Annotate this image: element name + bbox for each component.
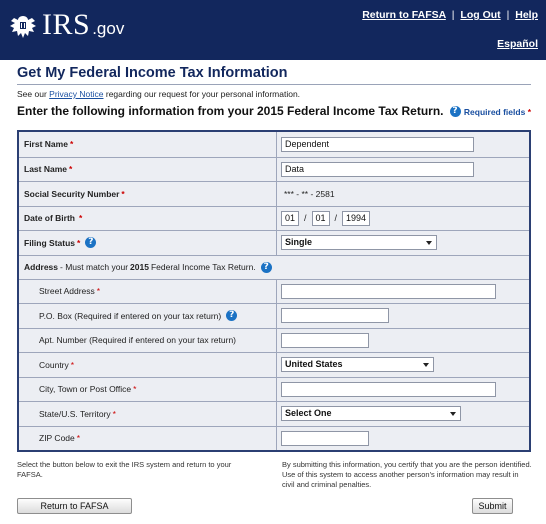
header xyxy=(0,0,546,60)
field-label: City, Town or Post Office * xyxy=(19,378,277,402)
form-row-first-name xyxy=(19,132,529,157)
submit-button[interactable]: Submit xyxy=(472,498,513,514)
field-label: First Name * xyxy=(19,132,277,157)
dob-year-input[interactable]: 1994 xyxy=(342,211,370,226)
apt-number-input[interactable] xyxy=(281,333,369,348)
zip-code-input[interactable] xyxy=(281,431,369,446)
form-instructions-text: Enter the following information from your 2015 Federal Income Tax Return. xyxy=(17,104,444,118)
logo-irs-text: IRS xyxy=(42,8,91,41)
form-instructions xyxy=(17,104,461,118)
po-box-input[interactable] xyxy=(281,308,389,323)
logo-gov-text: .gov xyxy=(92,19,125,38)
country-select[interactable]: United States xyxy=(281,357,434,372)
chevron-down-icon xyxy=(426,241,432,245)
form-row-last-name xyxy=(19,157,529,182)
link-separator: | xyxy=(506,9,510,21)
ssn-value: *** - ** - 2581 xyxy=(284,188,335,199)
form-row-state xyxy=(19,401,529,426)
field-label: Filing Status * ? xyxy=(19,231,277,255)
address-note-row: Address - Must match your 2015 Federal Income Tax Return. ? xyxy=(19,255,529,279)
irs-eagle-icon xyxy=(8,12,38,40)
return-to-fafsa-link[interactable]: Return to FAFSA xyxy=(362,9,446,21)
required-asterisk: * xyxy=(527,107,531,117)
field-label: Country * xyxy=(19,353,277,377)
street-address-input[interactable] xyxy=(281,284,496,299)
help-icon[interactable]: ? xyxy=(85,237,96,248)
chevron-down-icon xyxy=(450,412,456,416)
link-separator: | xyxy=(451,9,455,21)
city-input[interactable] xyxy=(281,382,496,397)
state-select[interactable]: Select One xyxy=(281,406,461,421)
page-title: Get My Federal Income Tax Information xyxy=(17,65,288,81)
chevron-down-icon xyxy=(423,363,429,367)
form-row-dob xyxy=(19,206,529,231)
form-row-city xyxy=(19,377,529,402)
last-name-input[interactable]: Data xyxy=(281,162,474,177)
dob-separator: / xyxy=(304,213,307,224)
dob-month-input[interactable]: 01 xyxy=(281,211,299,226)
form-row-filing-status xyxy=(19,230,529,255)
filing-status-select[interactable]: Single xyxy=(281,235,437,250)
form-row-ssn xyxy=(19,181,529,206)
top-links xyxy=(362,9,538,21)
first-name-input[interactable]: Dependent xyxy=(281,137,474,152)
irs-logo[interactable] xyxy=(8,10,124,40)
exit-instructions: Select the button below to exit the IRS system and return to your FAFSA. xyxy=(17,460,232,479)
field-label: Apt. Number (Required if entered on your tax return) xyxy=(19,329,277,353)
form-row-apt xyxy=(19,328,529,353)
dob-day-input[interactable]: 01 xyxy=(312,211,330,226)
help-icon[interactable]: ? xyxy=(261,262,272,273)
form-row-street xyxy=(19,279,529,304)
required-fields-note xyxy=(464,107,531,117)
field-label: Social Security Number * xyxy=(19,182,277,206)
field-label: State/U.S. Territory * xyxy=(19,402,277,426)
log-out-link[interactable]: Log Out xyxy=(460,9,501,21)
field-label: Date of Birth * xyxy=(19,207,277,231)
privacy-suffix: regarding our request for your personal information. xyxy=(105,89,301,99)
certification-text: By submitting this information, you certify that you are the person identified. Use of this system to access another person's information may result in civil and criminal penalties. xyxy=(282,460,532,489)
field-label: Street Address * xyxy=(19,280,277,304)
dob-separator: / xyxy=(334,213,338,224)
field-label: Last Name * xyxy=(19,158,277,182)
help-icon[interactable]: ? xyxy=(226,310,237,321)
form-row-country xyxy=(19,352,529,377)
espanol-link[interactable]: Español xyxy=(497,38,538,50)
privacy-notice-link[interactable]: Privacy Notice xyxy=(49,89,104,99)
field-label: ZIP Code * xyxy=(19,427,277,451)
title-divider xyxy=(17,84,531,85)
privacy-line xyxy=(17,89,300,99)
help-icon[interactable]: ? xyxy=(450,106,461,117)
field-label: P.O. Box (Required if entered on your tax return) ? xyxy=(19,304,277,328)
return-to-fafsa-button[interactable]: Return to FAFSA xyxy=(17,498,132,514)
form-row-po-box xyxy=(19,303,529,328)
privacy-prefix: See our xyxy=(17,89,47,99)
tax-info-form xyxy=(17,130,531,452)
required-fields-text: Required fields xyxy=(463,107,526,117)
help-link[interactable]: Help xyxy=(515,9,538,21)
form-row-zip xyxy=(19,426,529,451)
